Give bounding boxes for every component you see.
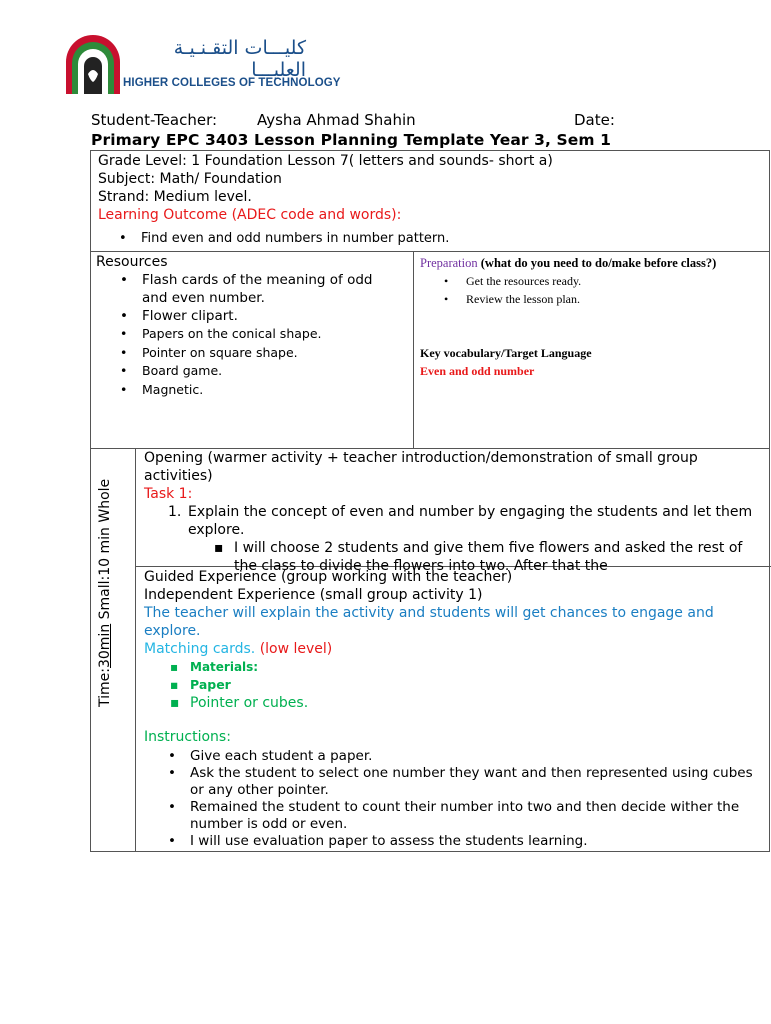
resource-item: • Magnetic. (142, 381, 392, 400)
resource-item: • Papers on the conical shape. (142, 325, 392, 344)
student-teacher-name: Aysha Ahmad Shahin (257, 111, 416, 129)
column-divider (413, 252, 414, 448)
learning-outcome-label: Learning Outcome (ADEC code and words): (98, 207, 402, 223)
student-teacher-label: Student-Teacher: (91, 111, 218, 129)
logo-english-text: HIGHER COLLEGES OF TECHNOLOGY (123, 77, 341, 89)
grade-level: Grade Level: 1 Foundation Lesson 7( letters and sounds- short a) (98, 153, 553, 169)
overview-section (90, 150, 770, 252)
resource-item: • Pointer on square shape. (142, 344, 392, 363)
time-underlined: 30min (97, 623, 113, 669)
resources-heading: Resources (96, 254, 168, 270)
resource-item: • Board game. (142, 362, 392, 381)
vocabulary-label: Key vocabulary/Target Language (420, 346, 592, 360)
time-column-divider (135, 449, 136, 851)
opening-step: Explain the concept of even and number by engaging the students and let them explore. (188, 504, 753, 538)
matching-cards-label: Matching cards. (144, 641, 256, 657)
time-suffix: Small:10 min Whole (97, 478, 113, 624)
opening-sub-item: ▪ I will choose 2 students and give them five flowers and asked the rest of the class to divide the flowers into two. After that the (234, 539, 764, 575)
independent-heading: Independent Experience (small group activity 1) (144, 587, 483, 603)
preparation-item: • Get the resources ready. (466, 272, 770, 290)
time-prefix: Time: (97, 668, 113, 707)
preparation-item: • Review the lesson plan. (466, 290, 770, 308)
materials-item: ▪ Materials: (190, 658, 764, 676)
resources-preparation-section (90, 251, 770, 449)
resource-item: • Flower clipart. (142, 307, 392, 325)
logo-arabic-text: كليـــات التقـنـيـة العليـــا (173, 37, 306, 81)
level-label: (low level) (259, 641, 333, 657)
date-label: Date: (574, 111, 615, 129)
instruction-item: • Ask the student to select one number they want and then represented using cubes or any other pointer. (190, 765, 760, 799)
guided-heading: Guided Experience (group working with the teacher) (144, 569, 513, 585)
materials-item: ▪ Paper (190, 676, 764, 694)
preparation-label: Preparation (420, 256, 478, 270)
time-label (97, 437, 113, 707)
instructions-label: Instructions: (144, 729, 231, 745)
lesson-section (90, 448, 770, 852)
materials-item: ▪ Pointer or cubes. (190, 694, 764, 712)
resource-item: • Flash cards of the meaning of odd and even number. (142, 271, 392, 307)
teacher-explanation: The teacher will explain the activity and students will get chances to engage and explore. (144, 605, 714, 639)
subject: Subject: Math/ Foundation (98, 171, 282, 187)
task-label: Task 1: (144, 486, 193, 502)
strand: Strand: Medium level. (98, 189, 252, 205)
page-title: Primary EPC 3403 Lesson Planning Template Year 3, Sem 1 (91, 131, 612, 149)
instruction-item: • Give each student a paper. (190, 748, 760, 765)
opening-heading: Opening (warmer activity + teacher introduction/demonstration of small group activities) (144, 450, 698, 484)
step-number: 1. (168, 504, 182, 520)
learning-outcome-item: • Find even and odd numbers in number pattern. (141, 230, 758, 249)
vocabulary-value: Even and odd number (420, 364, 535, 378)
preparation-question: (what do you need to do/make before class?) (480, 256, 717, 270)
instruction-item: • Remained the student to count their number into two and then decide wither the number is odd or even. (190, 799, 760, 833)
instruction-item: • I will use evaluation paper to assess the students learning. (190, 833, 760, 850)
